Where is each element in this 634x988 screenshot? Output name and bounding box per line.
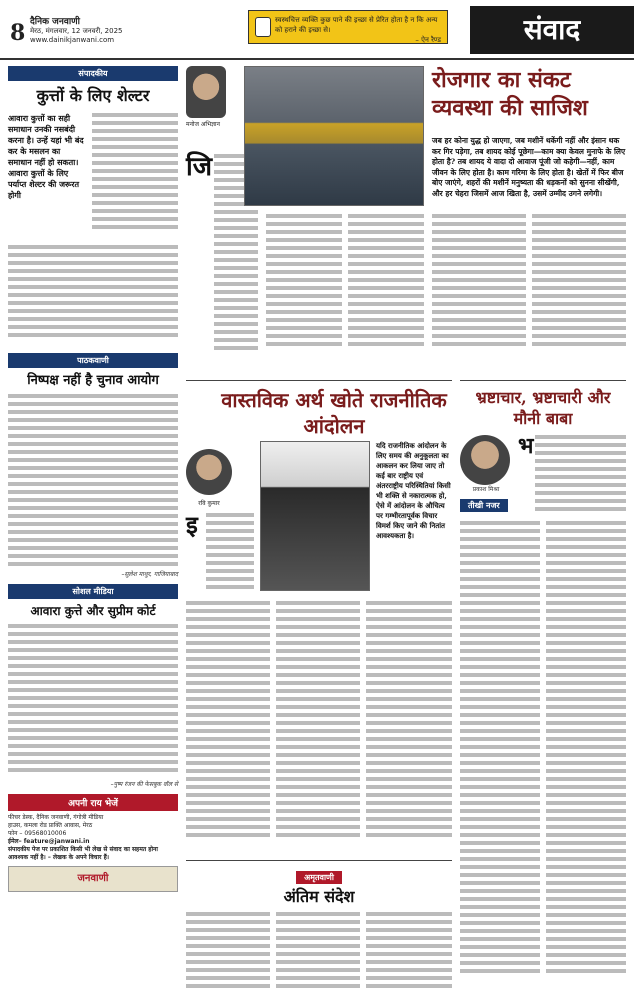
right-tag: तीखी नजर <box>460 499 508 512</box>
social-body <box>8 624 178 780</box>
quote-text: स्वस्थचित्त व्यक्ति कुछ पाने की इच्छा से प्रेरित होता है न कि अन्य को हराने की इच्छा से। <box>275 16 438 34</box>
address-line-2: हाउस, कमला रोड प्राक्ति आवास, मेरठ <box>8 822 93 829</box>
website-link[interactable]: www.dainikjanwani.com <box>30 36 115 44</box>
right-headline: भ्रष्टाचार, भ्रष्टाचारी और मौनी बाबा <box>475 388 611 428</box>
top-headline: रोजगार का संकट व्यवस्था की साजिश <box>432 67 588 121</box>
protest-crowd-photo <box>260 441 370 591</box>
mid-author-name: रवि कुमार <box>198 500 220 507</box>
quote-box <box>248 10 448 44</box>
phone-number: फोन – 09568010006 <box>8 830 67 837</box>
right-author-name: प्रकाश मिश्रा <box>472 486 500 493</box>
right-article <box>460 380 626 984</box>
author-name: मनोज अभिज्ञान <box>186 121 220 128</box>
mid-pull-quote: यदि राजनीतिक आंदोलन के लिए समय की अनुकूलता का आकलन कर लिया जाए तो कई बार राष्ट्रीय एवं अंतरराष्ट्रीय परिस्थितियां किसी भी शक्ति से नकारात्मक हो, ऐसे में आंदोलन के औचित्य पर गम्भीरतापूर्वक विचार विमर्श किए जाने की नितांत आवश्यकता है। <box>376 441 451 540</box>
top-body-col-e <box>532 214 626 354</box>
editorial-tag: संपादकीय <box>8 66 178 81</box>
right-body-col-b <box>546 521 626 981</box>
mid-body-col-c <box>276 601 360 845</box>
masthead <box>0 0 634 60</box>
social-byline: –पुष्प रंजन की फेसबुक वॉल से <box>110 781 178 788</box>
editorial-body <box>92 113 178 241</box>
email-address[interactable]: ईमेल– feature@janwani.in <box>8 838 90 845</box>
bottom-headline: अंतिम संदेश <box>283 887 355 906</box>
editorial-body-cont <box>8 245 178 345</box>
editorial-pull-quote: आवारा कुत्तों का सही समाधान उनकी नसबंदी करना है। उन्हें यहां भी बंद कर के मसलन का समाधान नहीं हो सकता। आवारा कुत्तों के लिए पर्याप्त शेल्टर की जरूरत होगी <box>8 113 84 200</box>
readers-headline: निष्पक्ष नहीं है चुनाव आयोग <box>27 373 159 388</box>
bottom-article <box>186 860 452 984</box>
mid-body-col-a <box>206 513 254 593</box>
paper-info <box>30 18 123 45</box>
author-photo <box>186 66 226 118</box>
brand-title: संवाद <box>470 6 634 54</box>
readers-byline: –सुलेश माथुर, गाजियाबाद <box>121 571 178 578</box>
top-body-col-c <box>348 214 424 354</box>
mid-dropcap: इ <box>186 510 198 539</box>
mid-body-col-b <box>186 601 270 845</box>
social-headline: आवारा कुत्ते और सुप्रीम कोर्ट <box>30 604 156 618</box>
bottom-body-col-a <box>186 912 270 988</box>
top-article <box>186 66 626 366</box>
mid-body-col-d <box>366 601 452 845</box>
edition-line: मेरठ, मंगलवार, 12 जनवरी, 2025 <box>30 27 123 35</box>
address-line-1: फीचर डेस्क, दैनिक जनवाणी, गंगोत्री मीडिया <box>8 814 104 821</box>
dropcap: जि <box>186 152 213 182</box>
readers-tag: पाठकवाणी <box>8 353 178 368</box>
bottom-tag: अमृतवाणी <box>296 871 342 884</box>
quote-author: – ऐन रैण्ड <box>415 36 441 44</box>
right-author-photo <box>460 435 510 485</box>
top-body-col-b <box>266 214 342 354</box>
send-opinion-tag: अपनी राय भेजें <box>8 794 178 811</box>
left-column <box>8 66 178 984</box>
workers-crowd-photo <box>244 66 424 206</box>
bottom-body-col-c <box>366 912 452 988</box>
mail-note: संपादकीय पेज पर प्रकाशित किसी भी लेख से संवाद का सहमत होना आवश्यक नहीं है। – लेखक के अपने विचार हैं। <box>8 846 158 861</box>
right-dropcap: भ <box>518 433 534 459</box>
right-body-col-a <box>460 521 540 981</box>
readers-body <box>8 394 178 570</box>
top-lede: जब हर कोना युद्ध हो जाएगा, जब मशीनें थकेंगी नहीं और इंसान थक कर गिर पड़ेगा, तब शायद कोई पूछेगा—काम क्या केवल मुनाफे के लिए होता है? तब शायद ये वादा दो आवाज पूंजी जो कहेगी—नहीं, काम जीवन के लिए होता है। काम गरिमा के लिए होता है। खेतों में फिर बीज बोए जाएंगे, शहरों की मशीनें मनुष्यता की धड़कनों को सुनना सीखेंगी, और हर चेहरा जिसमें आज खिता है, उसमें उम्मीद उगने लगेगी। <box>432 136 626 198</box>
quote-portrait-icon <box>255 17 271 37</box>
editorial-headline: कुत्तों के लिए शेल्टर <box>36 86 150 105</box>
bottom-body-col-b <box>276 912 360 988</box>
page-number: 8 <box>10 20 26 46</box>
mid-article <box>186 380 452 850</box>
mid-author-photo <box>186 449 232 495</box>
top-body-col-d <box>432 214 526 354</box>
right-body-intro <box>535 435 626 515</box>
social-tag: सोशल मीडिया <box>8 584 178 599</box>
paper-name: दैनिक जनवाणी <box>30 17 80 27</box>
newspaper-strip-image: जनवाणी <box>8 866 178 892</box>
mid-headline: वास्तविक अर्थ खोते राजनीतिक आंदोलन <box>221 388 447 438</box>
